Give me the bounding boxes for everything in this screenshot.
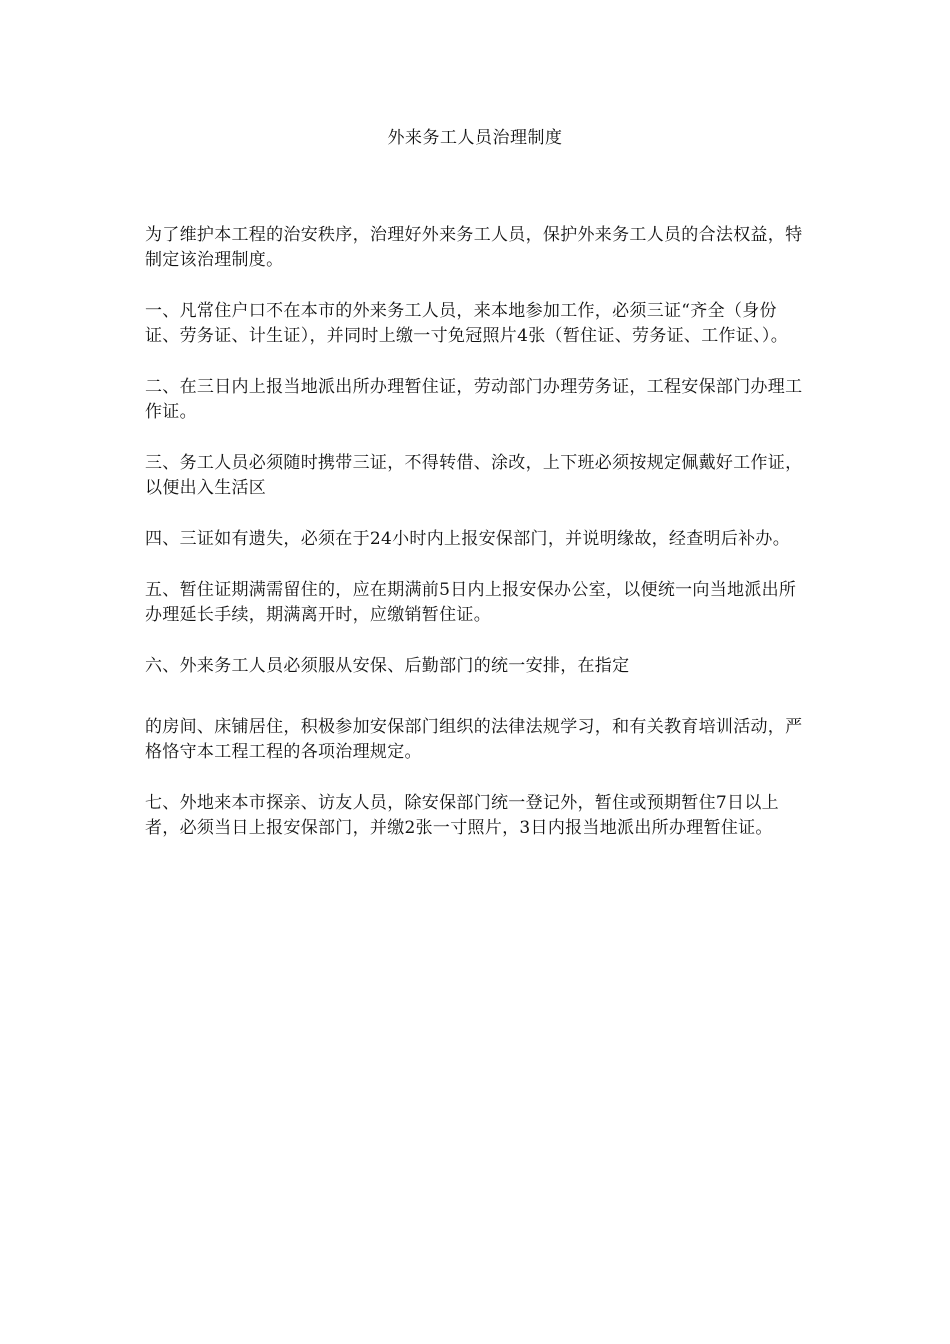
document-body — [145, 223, 810, 867]
paragraph-rule-5: 五、暂住证期满需留住的，应在期满前5日内上报安保办公室，以便统一向当地派出所办理延长手续，期满离开时，应缴销暂住证。 — [145, 580, 797, 625]
paragraph-rule-1: 一、凡常住户口不在本市的外来务工人员，来本地参加工作，必须三证“齐全（身份证、劳务证、计生证），并同时上缴一寸免冠照片4张（暂住证、劳务证、工作证、）。 — [145, 301, 789, 346]
document-title: 外来务工人员治理制度 — [387, 128, 563, 148]
paragraph-intro: 为了维护本工程的治安秩序，治理好外来务工人员，保护外来务工人员的合法权益，特制定该治理制度。 — [145, 225, 803, 270]
paragraph-rule-3: 三、务工人员必须随时携带三证，不得转借、涂改，上下班必须按规定佩戴好工作证，以便出入生活区 — [145, 453, 803, 498]
paragraph-rule-4: 四、三证如有遗失，必须在于24小时内上报安保部门，并说明缘故，经查明后补办。 — [145, 529, 791, 549]
paragraph-rule-6: 六、外来务工人员必须服从安保、后勤部门的统一安排，在指定 — [145, 656, 630, 676]
paragraph-rule-2: 二、在三日内上报当地派出所办理暂住证，劳动部门办理劳务证，工程安保部门办理工作证。 — [145, 377, 803, 422]
paragraph-rule-7: 七、外地来本市探亲、访友人员，除安保部门统一登记外，暂住或预期暂住7日以上者，必须当日上报安保部门，并缴2张一寸照片，3日内报当地派出所办理暂住证。 — [145, 793, 779, 838]
paragraph-rule-6-continued: 的房间、床铺居住，积极参加安保部门组织的法律法规学习，和有关教育培训活动，严格恪守本工程工程的各项治理规定。 — [145, 717, 803, 762]
